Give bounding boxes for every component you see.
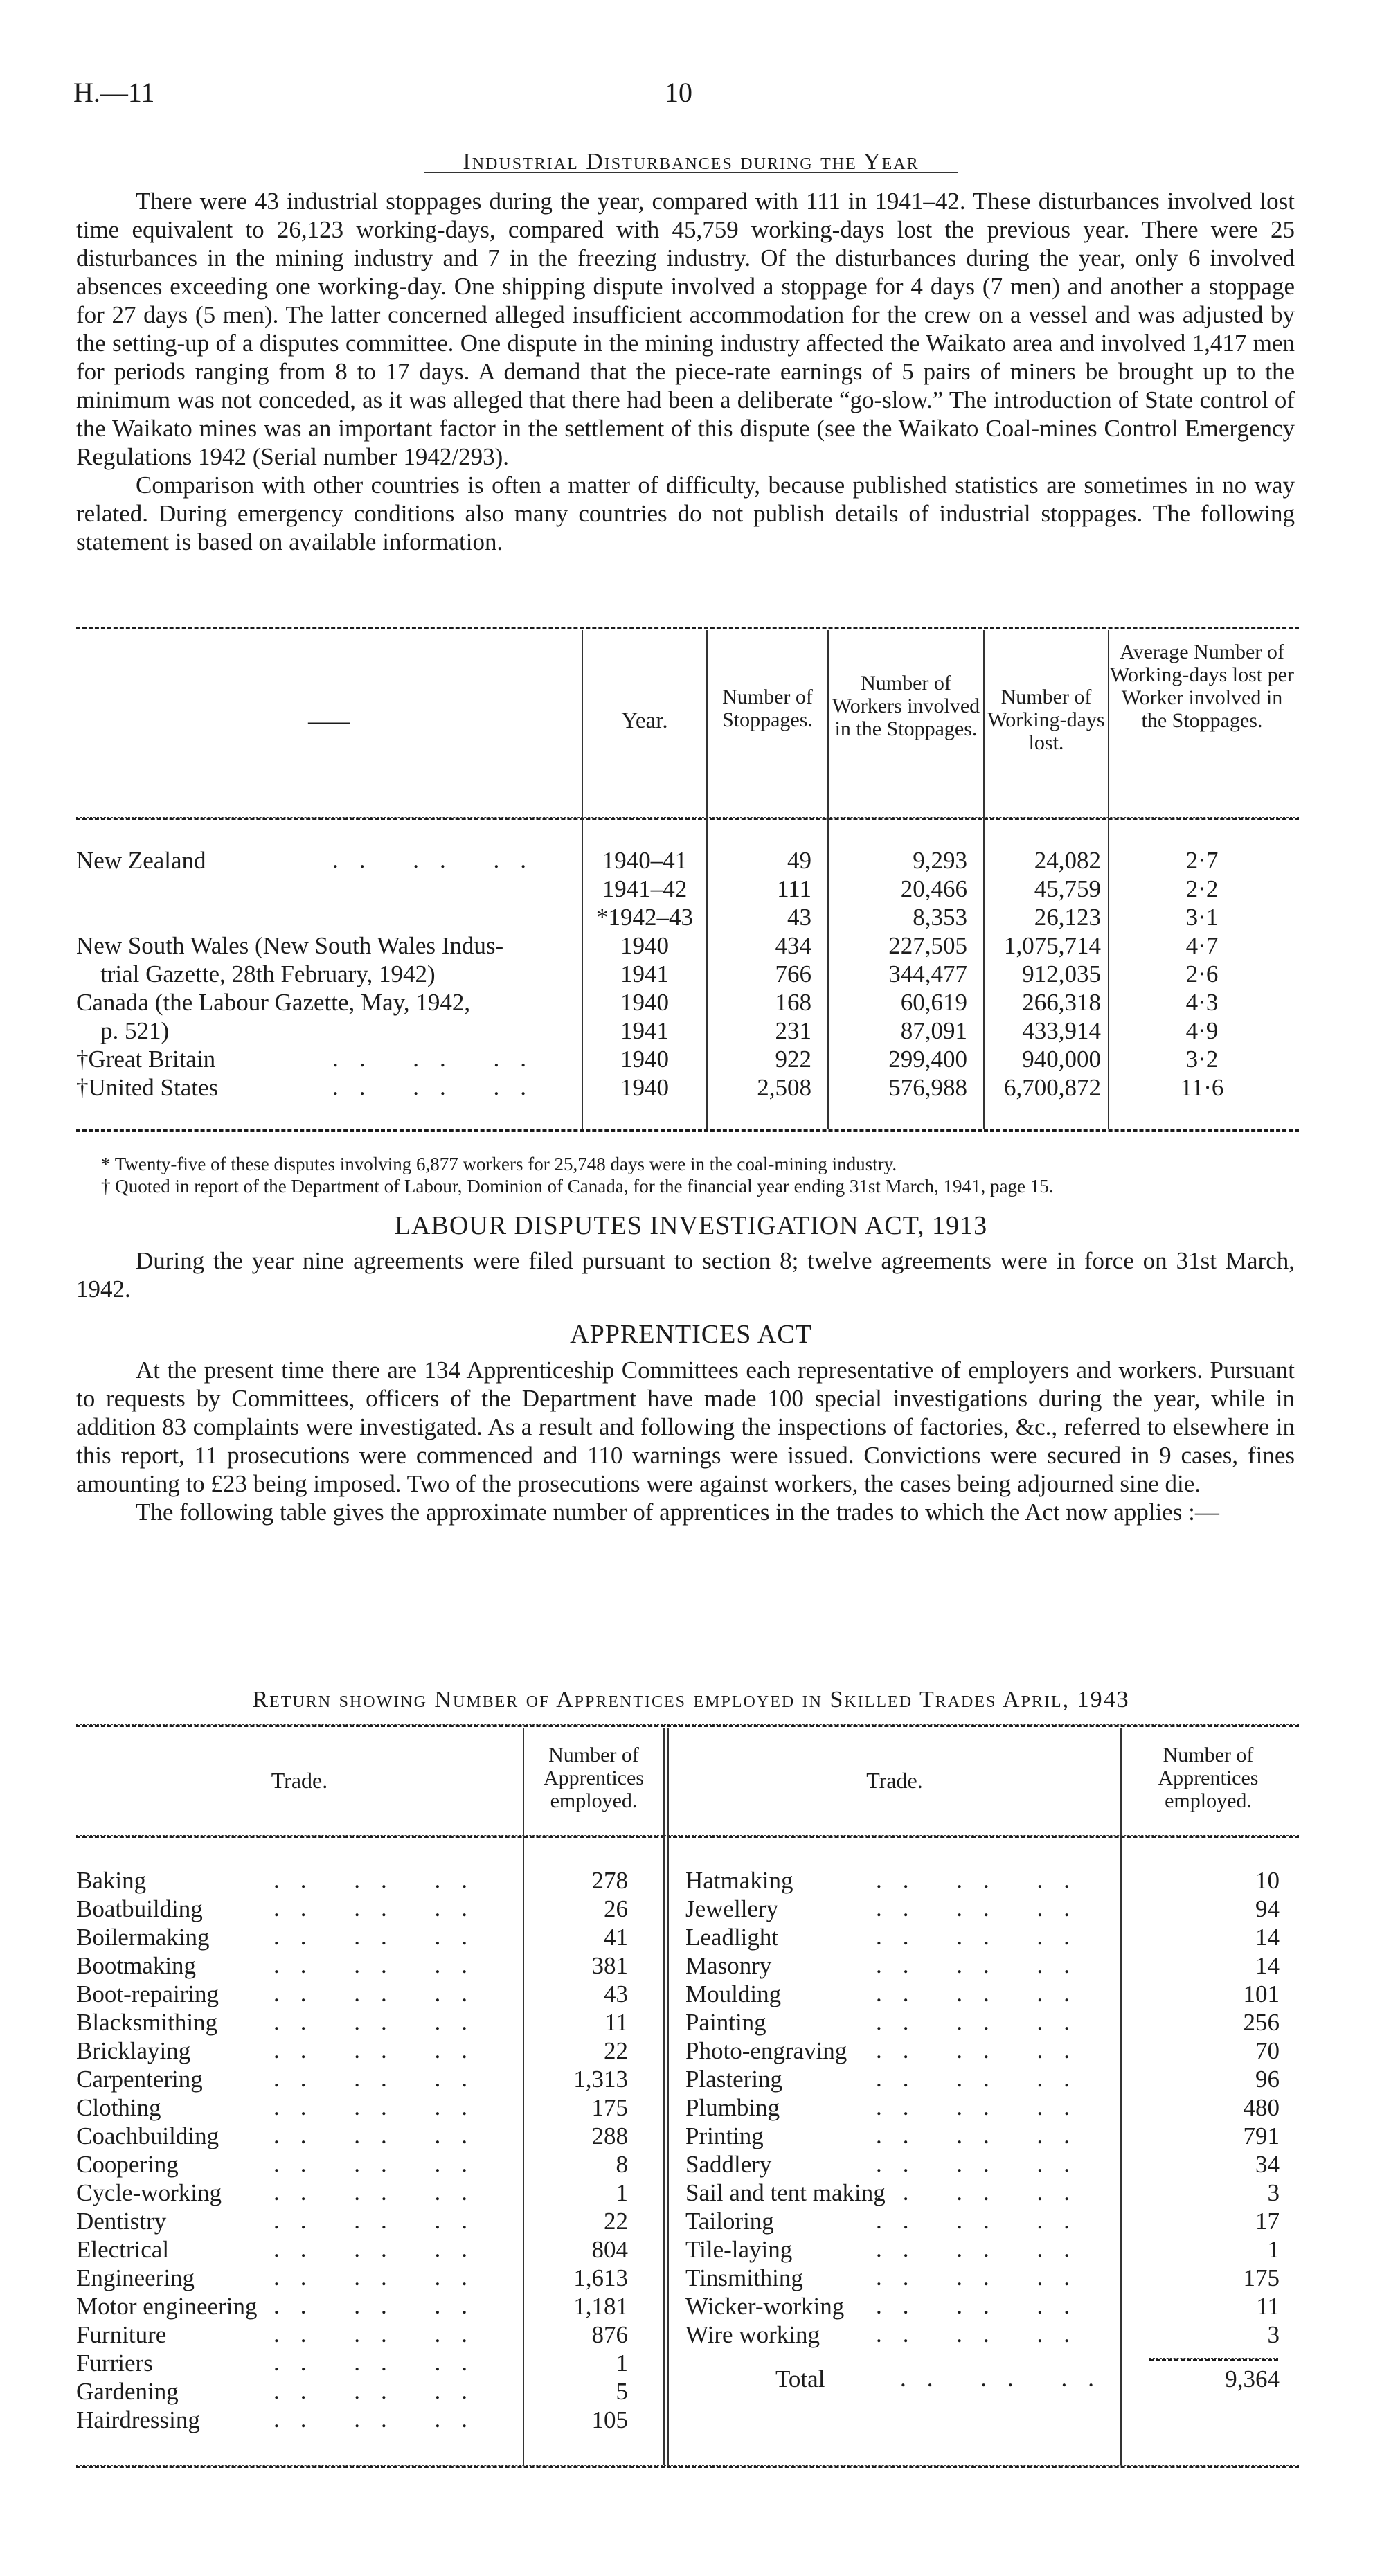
country-cell: Canada (the Labour Gazette, May, 1942, <box>76 989 471 1016</box>
trade-name: Carpentering <box>76 2066 203 2093</box>
stoppages-cell: 922 <box>775 1046 811 1073</box>
header-trade-right: Trade. <box>866 1768 923 1793</box>
leader-dots: .. .. .. <box>273 1980 488 2007</box>
average-cell: 3·1 <box>1185 904 1219 931</box>
leader-dots: .. .. .. <box>332 1045 547 1072</box>
apprentice-count: 1 <box>616 2350 628 2377</box>
apprentice-count: 1,181 <box>573 2293 628 2320</box>
trade-name: Wire working <box>685 2321 820 2348</box>
trade-name: Boatbuilding <box>76 1895 203 1922</box>
year-cell: 1940 <box>620 1074 669 1101</box>
leader-dots: .. .. .. <box>273 2008 488 2035</box>
stoppages-cell: 43 <box>787 904 811 931</box>
apprentices-paragraph: The following table gives the approximate number of apprentices in the trades to which the Act now applies :— <box>136 1499 1219 1526</box>
header-days-lost: Number of Working-days lost. <box>987 686 1105 754</box>
header-workers: Number of Workers involved in the Stoppages. <box>832 672 980 740</box>
labour-act-paragraph: During the year nine agreements were filed pursuant to section 8; twelve agreements were in force on 31st March, 1942. <box>76 1247 1295 1303</box>
country-cell: p. 521) <box>100 1017 170 1044</box>
apprentice-count: 26 <box>604 1895 628 1922</box>
apprentice-count: 22 <box>604 2037 628 2064</box>
apprentice-count: 175 <box>591 2094 628 2121</box>
trade-name: Coachbuilding <box>76 2122 219 2149</box>
leader-dots: .. .. .. <box>876 1895 1091 1922</box>
heading-underline <box>424 172 958 173</box>
days-cell: 1,075,714 <box>1004 932 1101 959</box>
labour-act-body <box>76 1246 1295 1303</box>
year-cell: 1941 <box>620 1017 669 1044</box>
disturbances-heading: Industrial Disturbances during the Year <box>463 149 919 175</box>
disturbances-body <box>76 187 1295 556</box>
header-average: Average Number of Working-days lost per Worker involved in the Stoppages. <box>1110 641 1294 732</box>
workers-cell: 60,619 <box>900 989 967 1016</box>
trade-name: Motor engineering <box>76 2293 258 2320</box>
trade-name: Saddlery <box>685 2151 772 2178</box>
trade-name: Furniture <box>76 2321 167 2348</box>
trade-name: Clothing <box>76 2094 161 2121</box>
year-cell: 1941 <box>620 960 669 987</box>
trade-name: Engineering <box>76 2264 195 2291</box>
apprentice-count: 1,313 <box>573 2066 628 2093</box>
trade-name: Masonry <box>685 1952 772 1979</box>
average-cell: 4·9 <box>1185 1017 1219 1044</box>
year-cell: 1941–42 <box>602 875 688 902</box>
total-rule <box>1149 2358 1278 2361</box>
workers-cell: 227,505 <box>888 932 967 959</box>
trade-name: Painting <box>685 2009 766 2036</box>
apprentice-count: 41 <box>604 1924 628 1951</box>
leader-dots: .. .. .. <box>273 2235 488 2262</box>
average-cell: 2·7 <box>1185 847 1219 874</box>
days-cell: 26,123 <box>1034 904 1101 931</box>
workers-cell: 299,400 <box>888 1046 967 1073</box>
leader-dots: .. .. .. <box>273 2349 488 2376</box>
apprentice-count: 791 <box>1243 2122 1280 2149</box>
header-stoppages: Number of Stoppages. <box>722 686 813 731</box>
country-cell: trial Gazette, 28th February, 1942) <box>100 960 436 987</box>
apprentice-count: 34 <box>1255 2151 1280 2178</box>
trade-name: Furriers <box>76 2350 153 2377</box>
apprentice-count: 480 <box>1243 2094 1280 2121</box>
workers-cell: 87,091 <box>900 1017 967 1044</box>
leader-dots: .. .. .. <box>273 2292 488 2319</box>
days-cell: 45,759 <box>1034 875 1101 902</box>
leader-dots: .. .. .. <box>876 1980 1091 2007</box>
leader-dots: .. .. .. <box>876 2320 1091 2347</box>
trade-name: Electrical <box>76 2236 170 2263</box>
leader-dots: .. .. .. <box>273 2179 488 2206</box>
apprentice-count: 17 <box>1255 2208 1280 2235</box>
leader-dots: .. .. .. <box>273 1951 488 1978</box>
leader-dots: .. .. .. <box>273 2320 488 2347</box>
average-cell: 11·6 <box>1180 1074 1224 1101</box>
days-cell: 433,914 <box>1022 1017 1101 1044</box>
footnotes <box>76 1153 1295 1197</box>
leader-dots: .. .. .. <box>273 2093 488 2120</box>
days-cell: 912,035 <box>1022 960 1101 987</box>
apprentice-count: 288 <box>591 2122 628 2149</box>
year-cell: 1940 <box>620 989 669 1016</box>
trade-name: Coopering <box>76 2151 179 2178</box>
stoppages-cell: 434 <box>775 932 811 959</box>
table-header-rule <box>76 1835 1299 1838</box>
leader-dots: .. .. .. <box>876 2292 1091 2319</box>
leader-dots: .. .. .. <box>876 1951 1091 1978</box>
leader-dots: .. .. .. <box>876 2065 1091 2092</box>
leader-dots: .. .. .. <box>273 2207 488 2234</box>
workers-cell: 344,477 <box>888 960 967 987</box>
trade-name: Printing <box>685 2122 764 2149</box>
leader-dots: .. .. .. <box>332 1073 547 1100</box>
trade-name: Boot-repairing <box>76 1980 219 2007</box>
table-top-rule <box>76 1724 1299 1727</box>
apprentice-count: 381 <box>591 1952 628 1979</box>
apprentice-count: 804 <box>591 2236 628 2263</box>
trade-name: Bricklaying <box>76 2037 191 2064</box>
year-cell: 1940 <box>620 932 669 959</box>
stoppages-cell: 766 <box>775 960 811 987</box>
apprentice-count: 101 <box>1243 1980 1280 2007</box>
trade-name: Bootmaking <box>76 1952 197 1979</box>
col-divider <box>663 1728 665 2465</box>
country-cell: New Zealand <box>76 847 206 874</box>
trade-name: Sail and tent making <box>685 2179 886 2206</box>
leader-dots: .. .. .. <box>876 2037 1091 2064</box>
year-cell: 1940–41 <box>602 847 688 874</box>
leader-dots: .. .. .. <box>876 2093 1091 2120</box>
header-trade-left: Trade. <box>271 1768 328 1793</box>
table-top-rule <box>76 627 1299 629</box>
trade-name: Tinsmithing <box>685 2264 803 2291</box>
leader-dots: .. .. .. <box>273 1895 488 1922</box>
leader-dots: .. .. .. <box>876 1923 1091 1950</box>
days-cell: 940,000 <box>1022 1046 1101 1073</box>
leader-dots: .. .. .. <box>900 2365 1115 2392</box>
apprentice-count: 175 <box>1243 2264 1280 2291</box>
days-cell: 24,082 <box>1034 847 1101 874</box>
table-header-rule <box>76 817 1299 820</box>
leader-dots: .. .. .. <box>876 2122 1091 2149</box>
leader-dots: .. .. .. <box>876 2150 1091 2177</box>
apprentice-count: 14 <box>1255 1924 1280 1951</box>
country-cell: †United States <box>76 1074 219 1101</box>
average-cell: 3·2 <box>1185 1046 1219 1073</box>
labour-act-heading: LABOUR DISPUTES INVESTIGATION ACT, 1913 <box>394 1211 988 1240</box>
trade-name: Blacksmithing <box>76 2009 218 2036</box>
comparison-paragraph: Comparison with other countries is often a matter of difficulty, because published statistics are sometimes in no way related. During emergency conditions also many countries do not publish details of industrial stoppages. The following statement is based on available information. <box>76 472 1295 555</box>
trade-name: Hairdressing <box>76 2406 200 2433</box>
leader-dots: .. .. .. <box>876 2264 1091 2291</box>
workers-cell: 576,988 <box>888 1074 967 1101</box>
workers-cell: 20,466 <box>900 875 967 902</box>
trade-name: Baking <box>76 1867 147 1894</box>
trade-name: Dentistry <box>76 2208 167 2235</box>
apprentice-count: 876 <box>591 2321 628 2348</box>
trade-name: Photo-engraving <box>685 2037 847 2064</box>
trade-name: Leadlight <box>685 1924 779 1951</box>
apprentice-count: 1 <box>616 2179 628 2206</box>
apprentice-count: 94 <box>1255 1895 1280 1922</box>
header-year: Year. <box>621 708 668 733</box>
disturbances-paragraph: There were 43 industrial stoppages during the year, compared with 111 in 1941–42. These disturbances involved lost time equivalent to 26,123 working-days, compared with 45,759 working-days lost the previous year. There were 25 disturbances in the mining industry and 7 in the freezing industry. Of the disturbances during the year, only 6 involved absences exceeding one working-day. One shipping dispute involved a stoppage for 4 days (7 men) and another a stoppage for 27 days (5 men). The latter concerned alleged insufficient accommodation for the crew on a vessel and was adjusted by the setting-up of a disputes committee. One dispute in the mining industry affected the Waikato area and involved 1,417 men for periods ranging from 8 to 17 days. A demand that the piece-rate earnings of 5 pairs of miners be brought up to the minimum was not conceded, as it was alleged that there had been a deliberate “go-slow.” The introduction of State control of the Waikato mines was an important factor in the settlement of this dispute (see the Waikato Coal-mines Control Emergency Regulations 1942 (Serial number 1942/293). <box>76 188 1295 470</box>
stoppages-cell: 2,508 <box>757 1074 811 1101</box>
leader-dots: .. .. .. <box>273 2377 488 2404</box>
workers-cell: 9,293 <box>913 847 967 874</box>
apprentice-count: 43 <box>604 1980 628 2007</box>
stoppages-cell: 111 <box>777 875 811 902</box>
leader-dots: .. .. .. <box>876 1866 1091 1893</box>
average-cell: 4·3 <box>1185 989 1219 1016</box>
average-cell: 4·7 <box>1185 932 1219 959</box>
stoppages-cell: 49 <box>787 847 811 874</box>
apprentice-count: 11 <box>604 2009 628 2036</box>
apprentice-count: 5 <box>616 2378 628 2405</box>
days-cell: 6,700,872 <box>1004 1074 1101 1101</box>
days-cell: 266,318 <box>1022 989 1101 1016</box>
leader-dots: .. .. .. <box>273 2264 488 2291</box>
year-cell: 1940 <box>620 1046 669 1073</box>
trade-name: Cycle-working <box>76 2179 222 2206</box>
leader-dots: .. .. .. <box>876 2235 1091 2262</box>
apprentice-count: 14 <box>1255 1952 1280 1979</box>
leader-dots: .. .. .. <box>876 2207 1091 2234</box>
apprentice-count: 278 <box>591 1867 628 1894</box>
leader-dots: .. .. .. <box>273 2150 488 2177</box>
apprentices-paragraph: At the present time there are 134 Apprenticeship Committees each representative of employers and workers. Pursuant to requests by Committees, officers of the Department have made 100 special investigations during the year, while in addition 83 complaints were investigated. As a result and following the inspections of factories, &c., referred to elsewhere in this report, 11 prosecutions were commenced and 110 warnings were issued. Convictions were secured in 9 cases, fines amounting to £23 being imposed. Two of the prosecutions were against workers, the cases being adjourned sine die. <box>76 1357 1295 1497</box>
apprentice-count: 70 <box>1255 2037 1280 2064</box>
trade-name: Jewellery <box>685 1895 779 1922</box>
total-value: 9,364 <box>1225 2365 1280 2392</box>
leader-dots: .. .. .. <box>273 1923 488 1950</box>
leader-dots: .. .. .. <box>332 846 547 873</box>
return-heading: Return showing Number of Apprentices employed in Skilled Trades April, 1943 <box>252 1687 1130 1712</box>
col-divider <box>667 1728 669 2465</box>
leader-dots: .. .. .. <box>876 2008 1091 2035</box>
header-number-left: Number of Apprentices employed. <box>544 1744 644 1812</box>
trade-name: Tailoring <box>685 2208 774 2235</box>
table-bottom-rule <box>76 1129 1299 1132</box>
stoppages-cell: 168 <box>775 989 811 1016</box>
trade-name: Plastering <box>685 2066 782 2093</box>
stoppages-cell: 231 <box>775 1017 811 1044</box>
apprentices-act-body <box>76 1356 1295 1526</box>
apprentice-count: 105 <box>591 2406 628 2433</box>
table-bottom-rule <box>76 2465 1299 2468</box>
year-cell: *1942–43 <box>596 904 693 931</box>
footnote: * Twenty-five of these disputes involving 6,877 workers for 25,748 days were in the coal-mining industry. <box>101 1154 897 1174</box>
apprentice-count: 8 <box>616 2151 628 2178</box>
trade-name: Tile-laying <box>685 2236 793 2263</box>
country-cell: New South Wales (New South Wales Indus- <box>76 932 504 959</box>
apprentices-act-heading: APPRENTICES ACT <box>570 1320 812 1349</box>
document-reference: H.—11 <box>73 77 155 108</box>
apprentice-count: 10 <box>1255 1867 1280 1894</box>
total-label: Total <box>775 2365 825 2392</box>
trade-name: Moulding <box>685 1980 782 2007</box>
average-cell: 2·2 <box>1185 875 1219 902</box>
apprentice-count: 11 <box>1256 2293 1280 2320</box>
page-number: 10 <box>665 77 692 108</box>
apprentice-count: 3 <box>1267 2321 1280 2348</box>
average-cell: 2·6 <box>1185 960 1219 987</box>
leader-dots: .. .. .. <box>273 2122 488 2149</box>
trade-name: Gardening <box>76 2378 179 2405</box>
apprentice-count: 96 <box>1255 2066 1280 2093</box>
leader-dots: .. .. .. <box>273 2037 488 2064</box>
workers-cell: 8,353 <box>913 904 967 931</box>
apprentice-count: 22 <box>604 2208 628 2235</box>
trade-name: Wicker-working <box>685 2293 845 2320</box>
apprentice-count: 3 <box>1267 2179 1280 2206</box>
leader-dots: .. .. .. <box>876 2179 1091 2206</box>
footnote: † Quoted in report of the Department of Labour, Dominion of Canada, for the financial year ending 31st March, 1941, page 15. <box>101 1176 1054 1197</box>
header-country: —— <box>308 710 350 733</box>
leader-dots: .. .. .. <box>273 2406 488 2433</box>
leader-dots: .. .. .. <box>273 2065 488 2092</box>
apprentice-count: 1,613 <box>573 2264 628 2291</box>
country-cell: †Great Britain <box>76 1046 216 1073</box>
trade-name: Hatmaking <box>685 1867 793 1894</box>
leader-dots: .. .. .. <box>273 1866 488 1893</box>
apprentice-count: 256 <box>1243 2009 1280 2036</box>
header-number-right: Number of Apprentices employed. <box>1158 1744 1259 1812</box>
trade-name: Plumbing <box>685 2094 780 2121</box>
trade-name: Boilermaking <box>76 1924 210 1951</box>
apprentice-count: 1 <box>1267 2236 1280 2263</box>
